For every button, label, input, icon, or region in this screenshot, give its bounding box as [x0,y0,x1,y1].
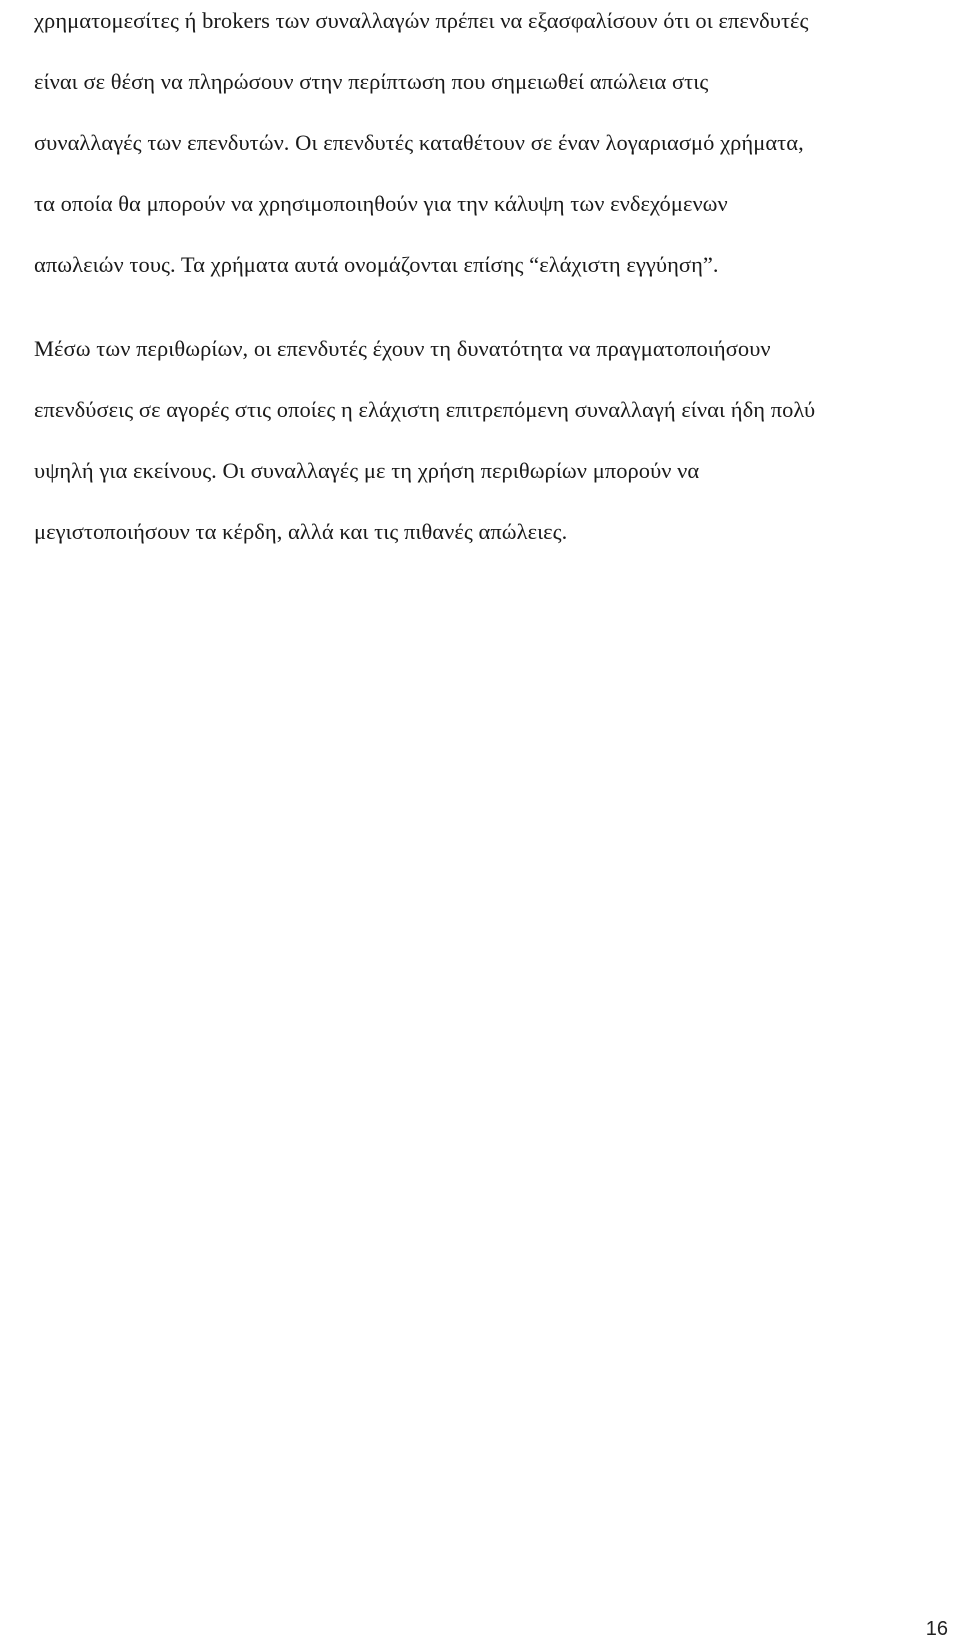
paragraph-margin-guarantee [34,0,954,295]
paragraph-line: μεγιστοποιήσουν τα κέρδη, αλλά και τις πιθανές απώλειες. [34,519,568,544]
paragraph-margin-trading [34,318,954,562]
page-number: 16 [925,1618,948,1640]
paragraph-line: συναλλαγές των επενδυτών. Οι επενδυτές καταθέτουν σε έναν λογαριασμό χρήματα, [34,130,804,155]
paragraph-line: είναι σε θέση να πληρώσουν στην περίπτωση που σημειωθεί απώλεια στις [34,69,709,94]
paragraph-line: Μέσω των περιθωρίων, οι επενδυτές έχουν τη δυνατότητα να πραγματοποιήσουν [34,336,771,361]
paragraph-line: υψηλή για εκείνους. Οι συναλλαγές με τη χρήση περιθωρίων μπορούν να [34,458,700,483]
paragraph-line: χρηματομεσίτες ή brokers των συναλλαγών πρέπει να εξασφαλίσουν ότι οι επενδυτές [34,8,809,33]
paragraph-line: επενδύσεις σε αγορές στις οποίες η ελάχιστη επιτρεπόμενη συναλλαγή είναι ήδη πολύ [34,397,816,422]
paragraph-line: τα οποία θα μπορούν να χρησιμοποιηθούν για την κάλυψη των ενδεχόμενων [34,191,728,216]
paragraph-line: απωλειών τους. Τα χρήματα αυτά ονομάζονται επίσης “ελάχιστη εγγύηση”. [34,252,719,277]
